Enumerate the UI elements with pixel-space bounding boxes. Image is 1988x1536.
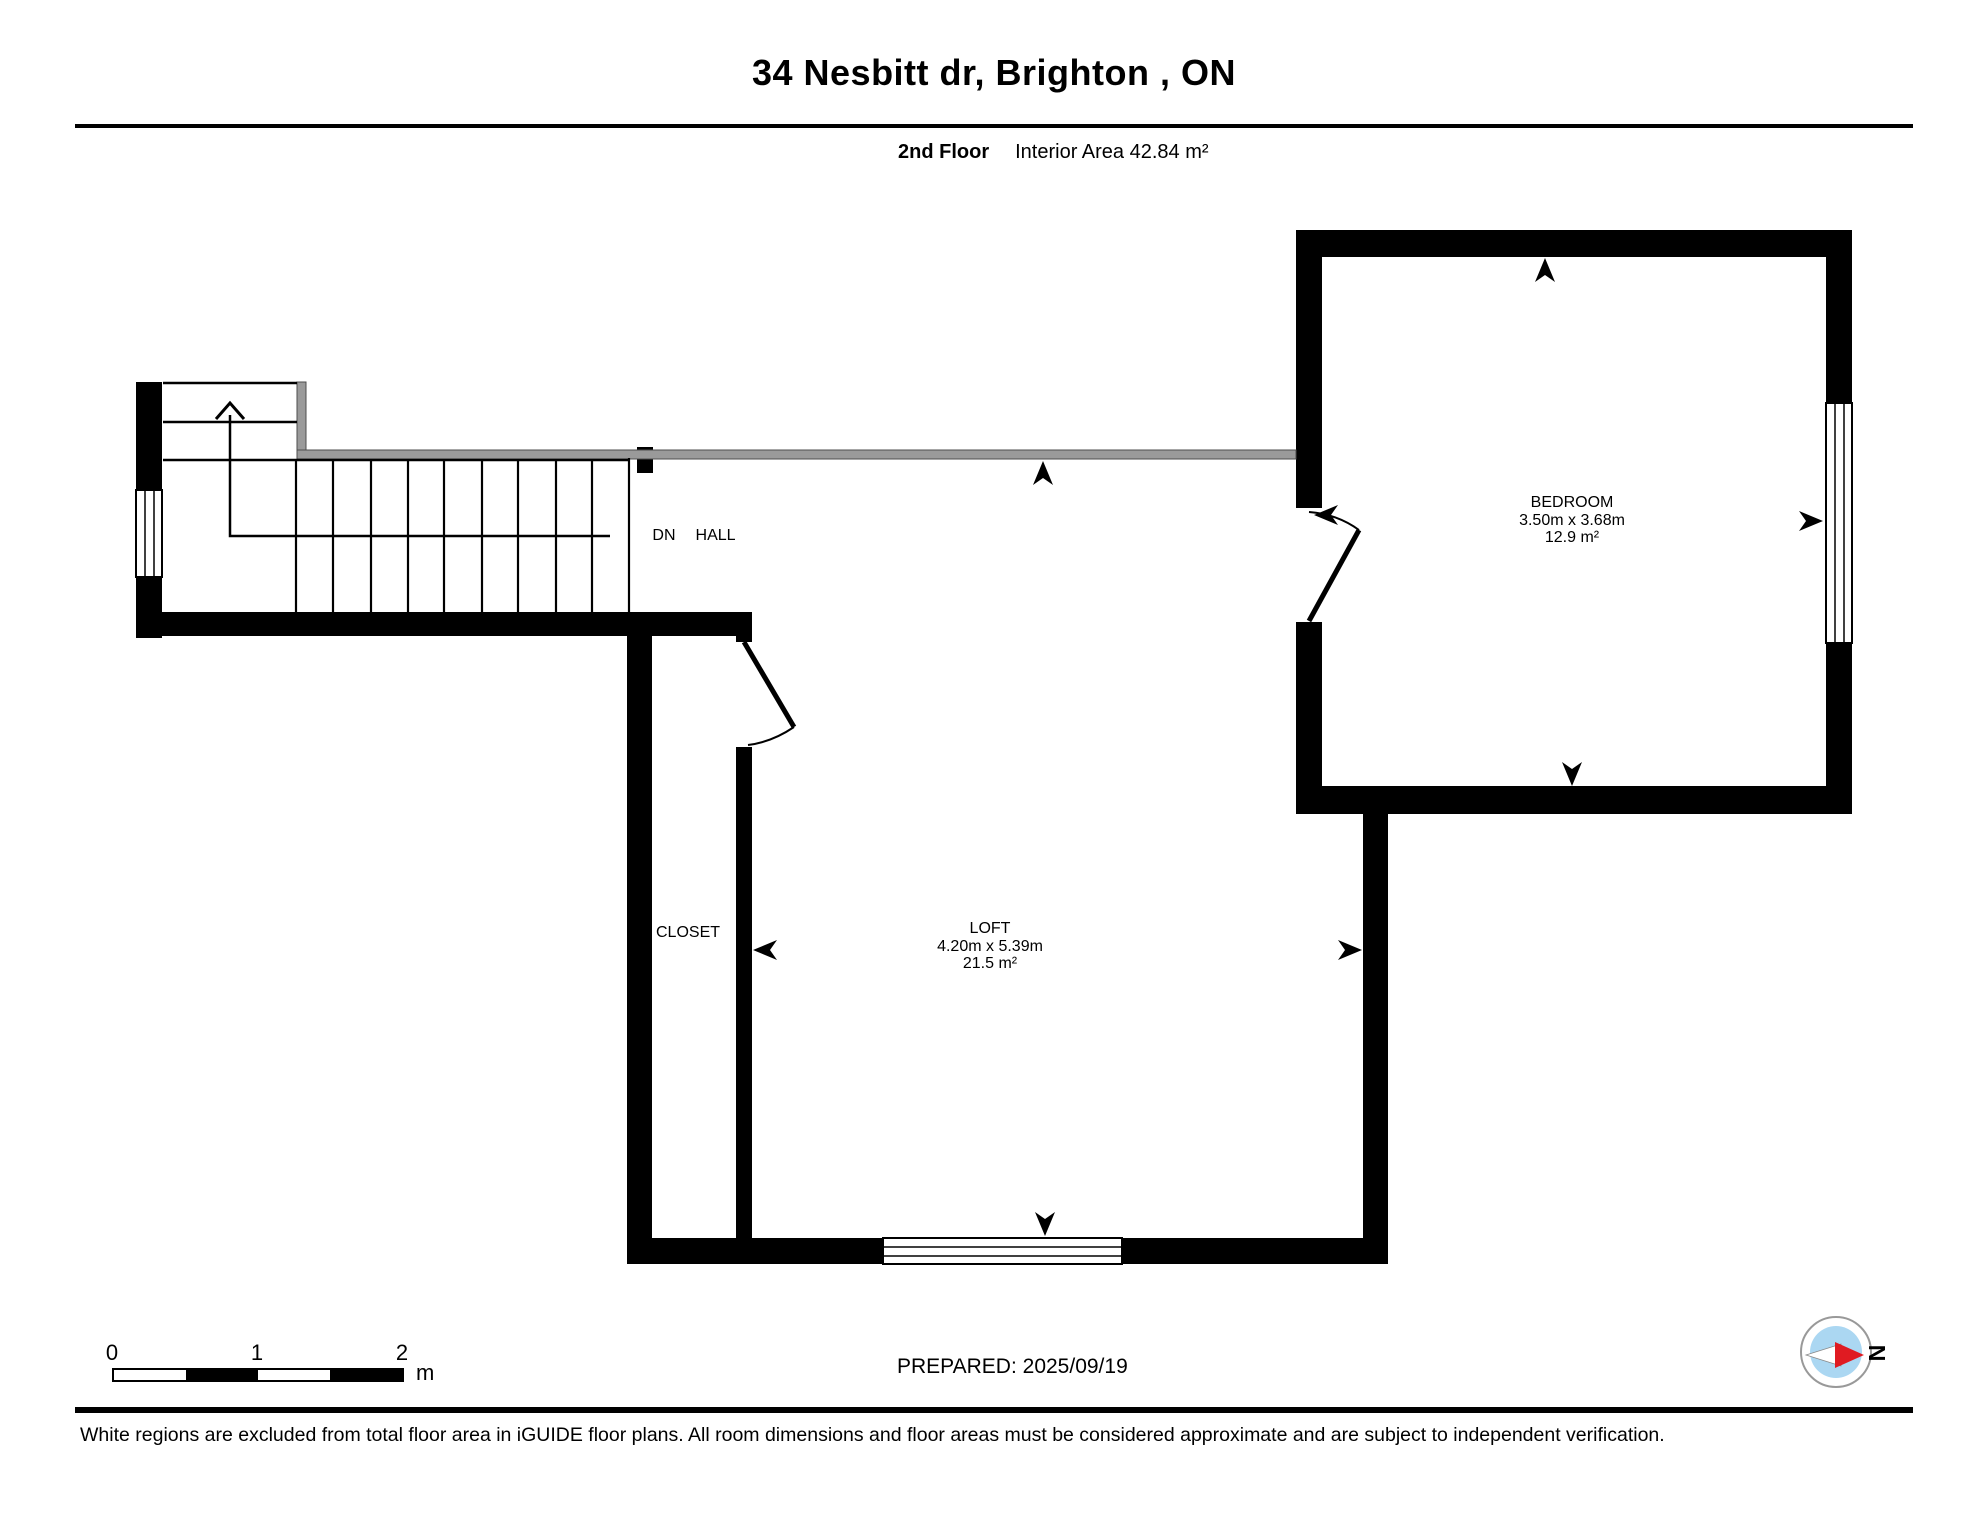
footer-divider — [75, 1407, 1913, 1413]
doors — [744, 505, 1359, 745]
bedroom-door-leaf — [1309, 530, 1359, 621]
stairs-dn-label: DN — [652, 527, 676, 544]
bedroom-bottom-wall — [1296, 786, 1852, 814]
scale-tick-2: 2 — [395, 1340, 409, 1365]
loft-name: LOFT — [969, 920, 1011, 937]
closet-east-wall — [736, 747, 752, 1264]
bedroom-label — [1519, 494, 1625, 547]
stair-railing — [297, 382, 1296, 459]
bedroom-name: BEDROOM — [1530, 494, 1614, 511]
stair-left-wall-upper — [136, 382, 162, 490]
loft-right-arrow-icon — [1338, 940, 1362, 960]
bedroom-west-wall-upper — [1296, 230, 1322, 508]
hall-name-label: HALL — [695, 527, 736, 544]
loft-down-arrow-icon — [1035, 1212, 1055, 1236]
closet-door-leaf — [744, 642, 794, 727]
closet-door-swing-arc — [748, 727, 794, 745]
railing-vertical — [297, 382, 306, 455]
bedroom-west-wall-lower — [1296, 622, 1322, 814]
bedroom-top-wall — [1296, 230, 1852, 257]
page-title: 34 Nesbitt dr, Brighton , ON — [751, 52, 1237, 93]
scale-bar — [112, 1368, 404, 1382]
loft-dimensions: 4.20m x 5.39m — [937, 937, 1043, 955]
stair-walk-line — [230, 415, 610, 536]
walls — [136, 230, 1852, 1264]
loft-area: 21.5 m² — [962, 955, 1018, 972]
interior-area-label: Interior Area 42.84 m² — [1015, 141, 1209, 163]
floor-label: 2nd Floor — [898, 141, 990, 163]
hall-bottom-wall — [136, 612, 752, 636]
compass-north-label: N — [1864, 1344, 1891, 1362]
bedroom-east-wall-upper — [1826, 230, 1852, 403]
bedroom-dimensions: 3.50m x 3.68m — [1519, 511, 1625, 529]
hall-label — [652, 527, 735, 545]
loft-window — [883, 1238, 1122, 1264]
bedroom-area: 12.9 m² — [1544, 529, 1600, 546]
bedroom-up-arrow-icon — [1535, 258, 1555, 282]
closet-label: CLOSET — [655, 924, 721, 941]
prepared-date-label: PREPARED: 2025/09/19 — [897, 1355, 1128, 1378]
bedroom-down-arrow-icon — [1562, 762, 1582, 786]
direction-arrows — [753, 258, 1823, 1236]
compass-icon — [1801, 1317, 1871, 1387]
loft-label — [937, 920, 1043, 973]
stair-window — [136, 490, 162, 577]
hall-up-arrow-icon — [1033, 461, 1053, 485]
closet-door-top-jamb — [736, 612, 752, 642]
loft-east-wall — [1363, 800, 1388, 1264]
scale-unit-label: m — [416, 1360, 435, 1385]
scale-tick-1: 1 — [250, 1340, 264, 1365]
disclaimer-text: White regions are excluded from total floor area in iGUIDE floor plans. All room dimensions and floor areas must be considered approximate and are subject to independent verification. — [80, 1424, 1665, 1446]
loft-west-wall — [627, 630, 652, 1264]
bedroom-window — [1826, 403, 1852, 643]
scale-tick-0: 0 — [105, 1340, 119, 1365]
railing-horizontal — [297, 450, 1296, 459]
staircase — [163, 383, 629, 612]
loft-left-arrow-icon — [753, 940, 777, 960]
bedroom-right-arrow-icon — [1799, 511, 1823, 531]
